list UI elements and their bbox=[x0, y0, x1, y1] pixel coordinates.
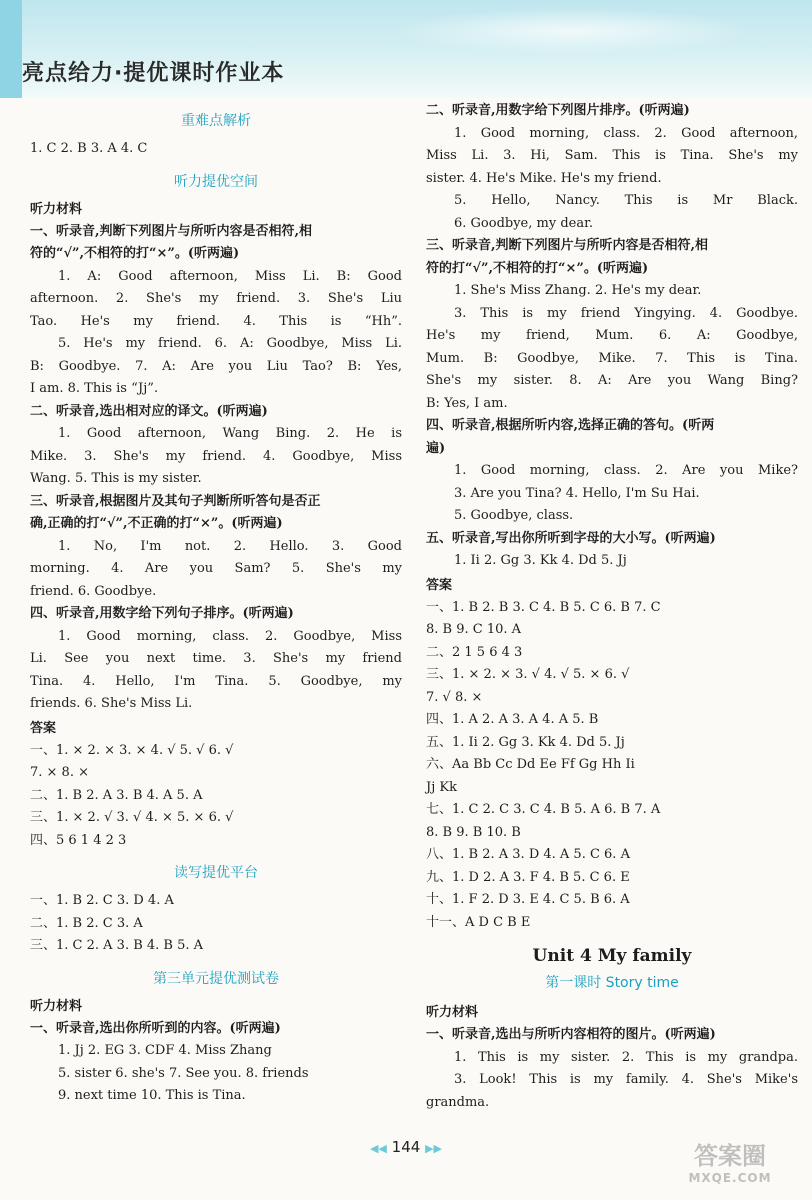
answer-line: 二、2 1 5 6 4 3 bbox=[426, 644, 523, 660]
section-heading: 第三单元提优测试卷 bbox=[153, 970, 279, 987]
question-instruction: 符的打“√”,不相符的打“×”。(听两遍) bbox=[426, 260, 649, 276]
text-line: 5. He's my friend. 6. A: Goodbye, Miss Li. bbox=[58, 336, 402, 351]
text-line: 9. next time 10. This is Tina. bbox=[58, 1088, 246, 1103]
question-instruction: 遍) bbox=[426, 440, 446, 456]
unit-heading: Unit 4 My family bbox=[532, 946, 692, 966]
section-heading: 听力提优空间 bbox=[174, 173, 258, 190]
text-line: 1. Jj 2. EG 3. CDF 4. Miss Zhang bbox=[58, 1043, 272, 1058]
answer-line: 7. × 8. × bbox=[30, 765, 89, 780]
label: 答案 bbox=[426, 577, 453, 593]
right-column bbox=[426, 100, 798, 1114]
text-line: 5. sister 6. she's 7. See you. 8. friends bbox=[58, 1065, 309, 1081]
text-line: friends. 6. She's Miss Li. bbox=[30, 696, 193, 711]
label: 听力材料 bbox=[30, 998, 83, 1014]
text-line: 1. She's Miss Zhang. 2. He's my dear. bbox=[454, 283, 702, 298]
text-line: morning. 4. Are you Sam? 5. She's my bbox=[30, 561, 402, 576]
label: 听力材料 bbox=[30, 201, 83, 217]
question-instruction: 符的“√”,不相符的打“×”。(听两遍) bbox=[30, 246, 240, 261]
text-line: Tao. He's my friend. 4. This is “Hh”. bbox=[30, 313, 402, 329]
question-instruction: 三、听录音,根据图片及其句子判断所听答句是否正 bbox=[30, 493, 321, 509]
answer-line: 四、5 6 1 4 2 3 bbox=[30, 832, 127, 848]
text-line: B: Goodbye. 7. A: Are you Liu Tao? B: Yes, bbox=[30, 358, 402, 374]
text-line: Mum. B: Goodbye, Mike. 7. This is Tina. bbox=[426, 350, 798, 366]
watermark-text: 答案圈 bbox=[694, 1142, 766, 1170]
text-line: 3. This is my friend Yingying. 4. Goodbye. bbox=[454, 305, 798, 321]
left-column bbox=[30, 100, 402, 1108]
watermark-url: MXQE.COM bbox=[688, 1171, 772, 1185]
text-line: 1. No, I'm not. 2. Hello. 3. Good bbox=[58, 538, 402, 554]
text-line: 3. Are you Tina? 4. Hello, I'm Su Hai. bbox=[454, 485, 700, 501]
answer-line: 四、1. A 2. A 3. A 4. A 5. B bbox=[426, 712, 599, 727]
label: 答案 bbox=[30, 720, 57, 736]
text-line: 1. Good morning, class. 2. Are you Mike? bbox=[454, 463, 798, 478]
answer-line: 十一、A D C B E bbox=[426, 914, 531, 930]
answer-line: 三、1. × 2. × 3. √ 4. √ 5. × 6. √ bbox=[426, 667, 630, 682]
text-line: 1. Good morning, class. 2. Goodbye, Miss bbox=[58, 628, 402, 644]
text-line: 1. This is my sister. 2. This is my grandpa. bbox=[454, 1049, 798, 1065]
arrow-left-icon: ◀◀ bbox=[369, 1142, 387, 1155]
header-accent-bar bbox=[0, 0, 22, 98]
question-instruction: 二、听录音,选出相对应的译文。(听两遍) bbox=[30, 403, 268, 419]
text-line: 1. Good afternoon, Wang Bing. 2. He is bbox=[58, 426, 402, 441]
text-line: He's my friend, Mum. 6. A: Goodbye, bbox=[426, 328, 798, 343]
text-line: 5. Goodbye, class. bbox=[454, 508, 574, 523]
page-number-text: 144 bbox=[391, 1138, 421, 1156]
book-title: 亮点给力·提优课时作业本 bbox=[22, 61, 285, 86]
answer-line: 二、1. B 2. C 3. A bbox=[30, 915, 143, 931]
answer-line: 三、1. × 2. √ 3. √ 4. × 5. × 6. √ bbox=[30, 810, 234, 825]
text-line: Mike. 3. She's my friend. 4. Goodbye, Miss bbox=[30, 448, 402, 464]
answer-line: 8. B 9. B 10. B bbox=[426, 824, 521, 840]
text-line: 1. A: Good afternoon, Miss Li. B: Good bbox=[58, 268, 402, 284]
text-line: 1. Good morning, class. 2. Good afternoon, bbox=[454, 125, 798, 141]
text-line: friend. 6. Goodbye. bbox=[30, 583, 157, 599]
page-header bbox=[0, 0, 812, 98]
arrow-right-icon: ▶▶ bbox=[425, 1142, 443, 1155]
question-instruction: 二、听录音,用数字给下列图片排序。(听两遍) bbox=[426, 103, 690, 118]
answer-line: 一、1. B 2. B 3. C 4. B 5. C 6. B 7. C bbox=[426, 599, 661, 615]
answer-line: 二、1. B 2. A 3. B 4. A 5. A bbox=[30, 787, 203, 803]
question-instruction: 一、听录音,选出与所听内容相符的图片。(听两遍) bbox=[426, 1027, 716, 1042]
section-heading: 重难点解析 bbox=[181, 113, 251, 129]
answer-line: 八、1. B 2. A 3. D 4. A 5. C 6. A bbox=[426, 847, 630, 862]
answer-line: 七、1. C 2. C 3. C 4. B 5. A 6. B 7. A bbox=[426, 802, 661, 817]
question-instruction: 一、听录音,判断下列图片与所听内容是否相符,相 bbox=[30, 223, 313, 239]
text-line: afternoon. 2. She's my friend. 3. She's Liu bbox=[30, 291, 402, 306]
text-line: B: Yes, I am. bbox=[426, 395, 508, 411]
answer-line: 一、1. × 2. × 3. × 4. √ 5. √ 6. √ bbox=[30, 742, 234, 758]
text-line: I am. 8. This is “Jj”. bbox=[30, 381, 159, 396]
text-line: 1. Ii 2. Gg 3. Kk 4. Dd 5. Jj bbox=[454, 553, 627, 568]
answer-line: Jj Kk bbox=[426, 779, 457, 795]
answer-line: 五、1. Ii 2. Gg 3. Kk 4. Dd 5. Jj bbox=[426, 734, 625, 750]
question-instruction: 四、听录音,根据所听内容,选择正确的答句。(听两 bbox=[426, 418, 715, 433]
text-line: Wang. 5. This is my sister. bbox=[30, 471, 202, 486]
text-line: She's my sister. 8. A: Are you Wang Bing? bbox=[426, 373, 798, 388]
section-heading: 读写提优平台 bbox=[174, 865, 258, 881]
question-instruction: 三、听录音,判断下列图片与所听内容是否相符,相 bbox=[426, 238, 709, 253]
answer-line: 7. √ 8. × bbox=[426, 689, 483, 705]
answer-line: 九、1. D 2. A 3. F 4. B 5. C 6. E bbox=[426, 869, 630, 885]
answer-line: 1. C 2. B 3. A 4. C bbox=[30, 141, 148, 156]
question-instruction: 五、听录音,写出你所听到字母的大小写。(听两遍) bbox=[426, 530, 716, 546]
answer-line: 十、1. F 2. D 3. E 4. C 5. B 6. A bbox=[426, 892, 630, 907]
lesson-heading: 第一课时 Story time bbox=[545, 975, 679, 991]
question-instruction: 一、听录音,选出你所听到的内容。(听两遍) bbox=[30, 1020, 281, 1036]
question-instruction: 四、听录音,用数字给下列句子排序。(听两遍) bbox=[30, 606, 294, 621]
answer-line: 8. B 9. C 10. A bbox=[426, 622, 522, 637]
text-line: grandma. bbox=[426, 1094, 490, 1110]
text-line: Li. See you next time. 3. She's my friend bbox=[30, 651, 402, 666]
answer-line: 六、Aa Bb Cc Dd Ee Ff Gg Hh Ii bbox=[426, 757, 635, 772]
text-line: 5. Hello, Nancy. This is Mr Black. bbox=[454, 193, 798, 208]
text-line: Miss Li. 3. Hi, Sam. This is Tina. She's my bbox=[426, 148, 798, 163]
text-line: 6. Goodbye, my dear. bbox=[454, 215, 594, 231]
text-line: Tina. 4. Hello, I'm Tina. 5. Goodbye, my bbox=[30, 673, 402, 689]
label: 听力材料 bbox=[426, 1005, 479, 1020]
answer-line: 一、1. B 2. C 3. D 4. A bbox=[30, 893, 174, 908]
watermark-logo bbox=[670, 1142, 790, 1196]
question-instruction: 确,正确的打“√”,不正确的打“×”。(听两遍) bbox=[30, 516, 283, 531]
text-line: sister. 4. He's Mike. He's my friend. bbox=[426, 170, 662, 186]
answer-line: 三、1. C 2. A 3. B 4. B 5. A bbox=[30, 938, 204, 953]
header-decoration bbox=[392, 8, 752, 54]
text-line: 3. Look! This is my family. 4. She's Mike's bbox=[454, 1072, 798, 1087]
